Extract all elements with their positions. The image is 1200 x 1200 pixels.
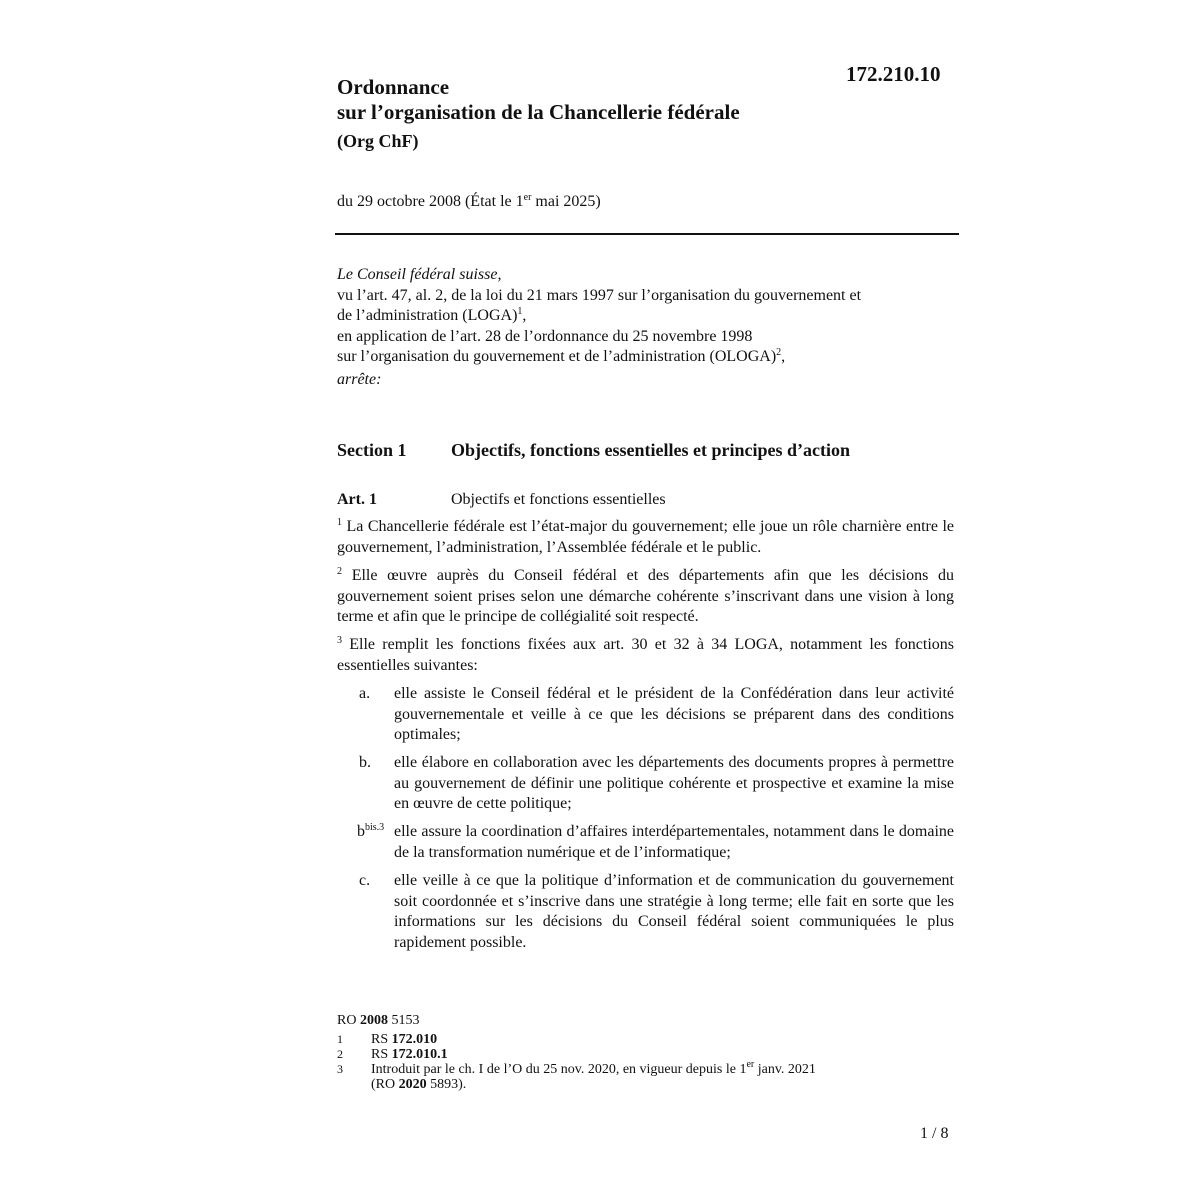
header-divider (335, 233, 959, 235)
item-label-bbis (357, 822, 384, 843)
ro-page: 5153 (387, 1013, 420, 1028)
ro-prefix: RO (337, 1013, 360, 1028)
item-label-c: c. (359, 872, 371, 889)
item-label-a: a. (359, 685, 371, 702)
preamble-line-2 (337, 306, 957, 327)
article-number: Art. 1 (337, 491, 377, 508)
footnote-number: 2 (337, 1047, 343, 1061)
footnote-ref-2[interactable]: 2 (776, 347, 782, 358)
item-text-a: elle assiste le Conseil fédéral et le président de la Confédération dans leur activité gouvernementale et veille à ce que les décisions se préparent dans des conditions optimales; (394, 685, 954, 743)
footnote-3-year: 2020 (398, 1077, 427, 1092)
section-title: Objectifs, fonctions essentielles et principes d’action (451, 440, 850, 460)
paragraph-number: 2 (337, 566, 342, 577)
footnote-reference: 172.010 (391, 1032, 438, 1047)
preamble-line-2-end: , (522, 307, 527, 324)
date-suffix: mai 2025) (531, 193, 601, 210)
footnote-number: 1 (337, 1032, 343, 1046)
paragraph-text: Elle remplit les fonctions fixées aux art. 30 et 32 à 34 LOGA, notamment les fonctions essentielles suivantes: (337, 636, 954, 674)
paragraph-number: 1 (337, 517, 342, 528)
footnote-3-continuation (337, 1077, 957, 1092)
section-number: Section 1 (337, 440, 407, 460)
item-text-b: elle élabore en collaboration avec les départements des documents propres à permettre au gouvernement de définir une politique cohérente et prospective et examine la mise en œuvre de cette politique; (394, 754, 954, 812)
footnote-3-text-b: janv. 2021 (754, 1062, 816, 1077)
footnote-3 (337, 1059, 957, 1077)
footnote-3-text-c: (RO (371, 1077, 399, 1092)
item-text-c: elle veille à ce que la politique d’information et de communication du gouvernement soit coordonnée et s’inscrive dans une stratégie à long terme; elle fait en sorte que les informations sur les décisions du Conseil fédéral soient communiquées le plus rapidement possible. (394, 872, 954, 951)
preamble-line-4-text: sur l’organisation du gouvernement et de l’administration (OLOGA) (337, 348, 777, 365)
item-text-bbis: elle assure la coordination d’affaires interdépartementales, notamment dans le domaine de la transformation numérique et de l’informatique; (394, 823, 954, 861)
item-label-bbis-main: b (357, 823, 365, 840)
date-line (337, 193, 601, 211)
date-sup: er (523, 192, 532, 203)
date-prefix: du 29 octobre 2008 (État le 1 (337, 193, 524, 210)
document-title (337, 75, 740, 125)
footnote-1 (337, 1032, 957, 1047)
footnotes (337, 1032, 957, 1092)
footnote-3-text-d: 5893). (426, 1077, 467, 1092)
paragraph-text: Elle œuvre auprès du Conseil fédéral et des départements afin que les décisions du gouvernement soient prises selon une démarche cohérente s’inscrivant dans une vision à long terme et afin que le principe de collégialité soit respecté. (337, 567, 955, 625)
preamble (337, 265, 957, 390)
paragraph-1 (337, 517, 954, 558)
paragraph-2 (337, 566, 954, 628)
ro-reference (337, 1013, 419, 1028)
preamble-decision: arrête: (337, 370, 382, 388)
footnote-prefix: RS (371, 1032, 392, 1047)
preamble-author: Le Conseil fédéral suisse, (337, 266, 502, 283)
abbreviation: (Org ChF) (337, 131, 419, 151)
paragraph-3 (337, 635, 954, 676)
footnote-3-sup: er (746, 1059, 755, 1070)
title-line-2: sur l’organisation de la Chancellerie fédérale (337, 100, 740, 124)
paragraph-number: 3 (337, 635, 342, 646)
footnote-prefix: RS (371, 1047, 392, 1062)
preamble-line-1: vu l’art. 47, al. 2, de la loi du 21 mars 1997 sur l’organisation du gouvernement et (337, 286, 862, 304)
item-label-bbis-sup: bis (365, 822, 377, 833)
article-title: Objectifs et fonctions essentielles (451, 491, 666, 508)
footnote-reference: 172.010.1 (391, 1047, 448, 1062)
sr-number: 172.210.10 (846, 62, 941, 86)
title-line-1: Ordonnance (337, 75, 450, 99)
footnote-ref-3[interactable]: .3 (376, 822, 385, 833)
preamble-line-4 (337, 347, 957, 368)
paragraph-text: La Chancellerie fédérale est l’état-major du gouvernement; elle joue un rôle charnière entre le gouvernement, l’administration, l’Assemblée fédérale et le public. (337, 518, 955, 556)
footnote-3-text-a: Introduit par le ch. I de l’O du 25 nov. 2020, en vigueur depuis le 1 (371, 1062, 747, 1077)
footnote-number: 3 (337, 1062, 343, 1076)
preamble-line-4-end: , (781, 348, 786, 365)
item-label-b: b. (359, 754, 371, 771)
page-number: 1 / 8 (920, 1125, 949, 1142)
footnote-ref-1[interactable]: 1 (517, 306, 523, 317)
preamble-line-2-text: de l’administration (LOGA) (337, 307, 518, 324)
footnote-2 (337, 1047, 957, 1062)
preamble-line-3: en application de l’art. 28 de l’ordonnance du 25 novembre 1998 (337, 327, 753, 345)
ro-year: 2008 (359, 1013, 388, 1028)
